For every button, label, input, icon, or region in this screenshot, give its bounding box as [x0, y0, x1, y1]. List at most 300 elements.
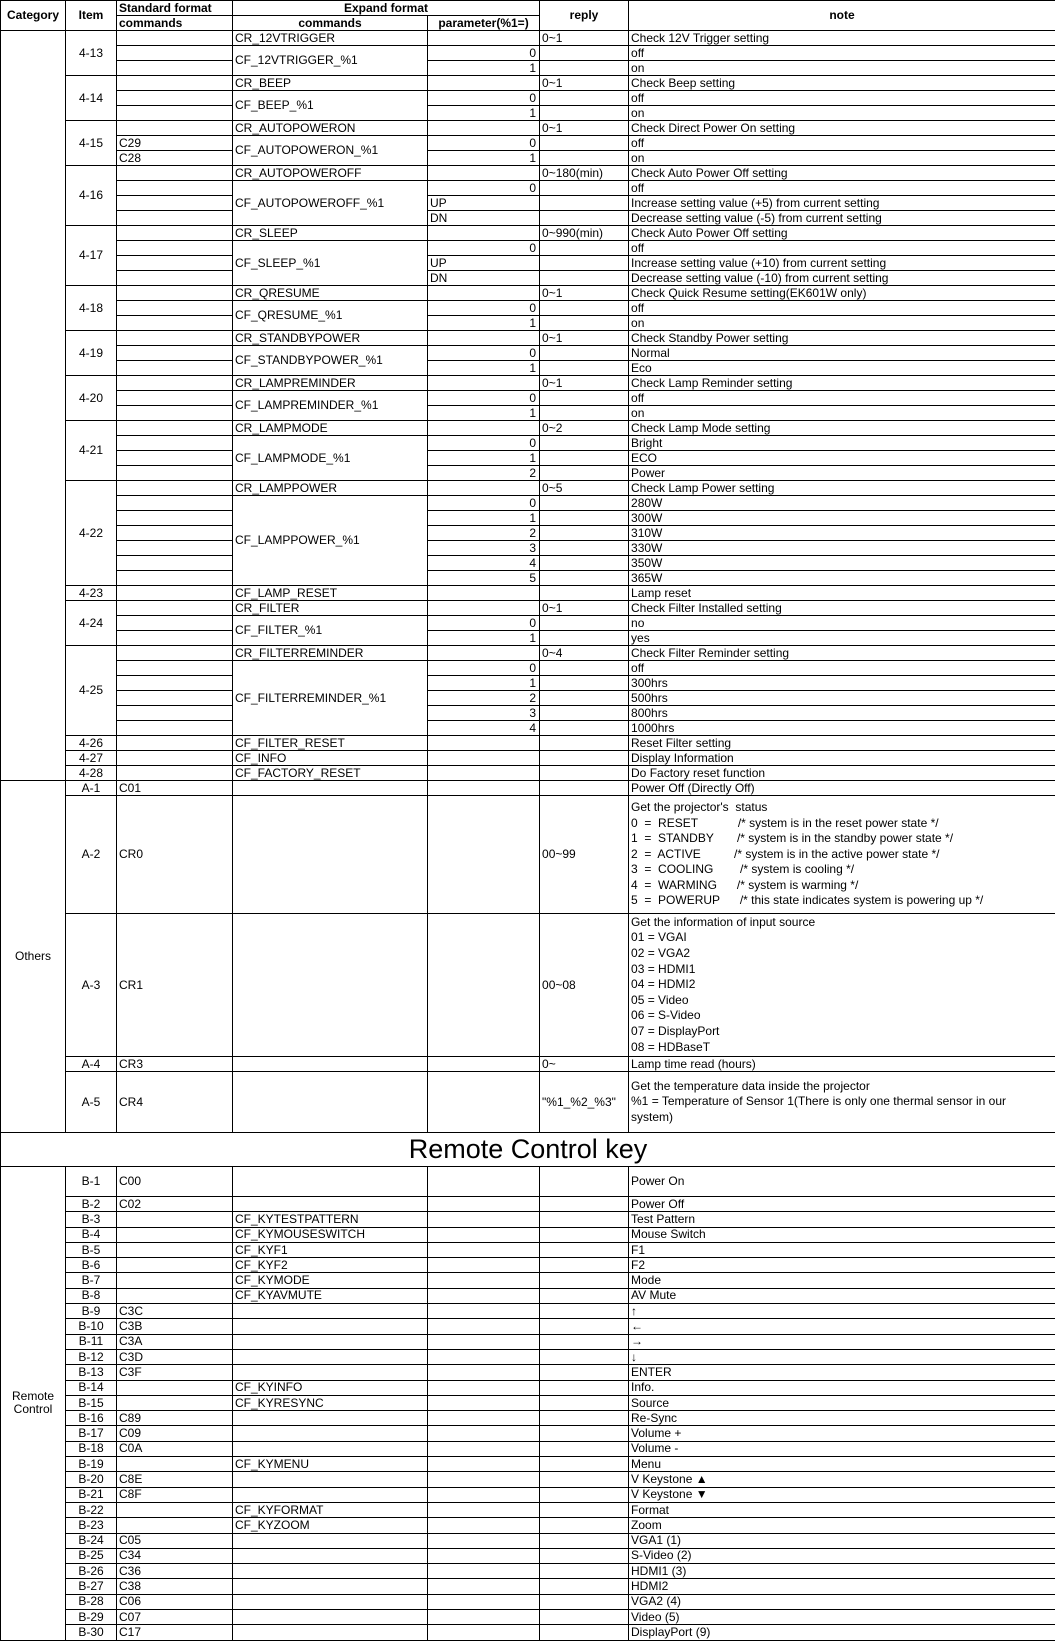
note-line: 07 = DisplayPort: [631, 1023, 720, 1038]
standard-command: C06: [117, 1594, 233, 1609]
note: Check 12V Trigger setting: [629, 31, 1055, 46]
table-row: [1, 256, 1055, 271]
table-row: [1, 1057, 1055, 1072]
item-id: 4-25: [66, 646, 117, 736]
expand-command: [233, 781, 428, 796]
note: Do Factory reset function: [629, 766, 1055, 781]
standard-command: [117, 121, 233, 136]
parameter: [428, 1548, 540, 1563]
standard-command: CR3: [117, 1057, 233, 1072]
expand-command: CR_LAMPREMINDER: [233, 376, 428, 391]
parameter: [428, 1365, 540, 1380]
item-id: B-24: [66, 1533, 117, 1548]
table-row: [1, 1273, 1055, 1288]
note-line: 05 = Video: [631, 992, 689, 1007]
note: Check Quick Resume setting(EK601W only): [629, 286, 1055, 301]
standard-command: [117, 361, 233, 376]
table-row: [1, 1579, 1055, 1594]
note: Decrease setting value (-10) from current setting: [629, 271, 1055, 286]
parameter: [428, 286, 540, 301]
item-id: 4-24: [66, 601, 117, 646]
standard-command: [117, 751, 233, 766]
reply: [540, 1579, 629, 1594]
note: HDMI2: [629, 1579, 1055, 1594]
reply: [540, 1227, 629, 1242]
standard-command: [117, 1502, 233, 1517]
expand-command: [233, 1548, 428, 1563]
standard-command: [117, 376, 233, 391]
note: ECO: [629, 451, 1055, 466]
note: off: [629, 46, 1055, 61]
expand-command: CF_FILTERREMINDER_%1: [233, 661, 428, 736]
item-id: B-3: [66, 1212, 117, 1227]
expand-command: [233, 1197, 428, 1212]
expand-command: CF_KYF2: [233, 1258, 428, 1273]
item-id: B-29: [66, 1610, 117, 1625]
reply: [540, 676, 629, 691]
table-row: [1, 796, 1055, 914]
reply: 0~1: [540, 376, 629, 391]
table-row: [1, 1304, 1055, 1319]
standard-command: [117, 1457, 233, 1472]
table-row: [1, 331, 1055, 346]
header-reply: reply: [540, 1, 629, 31]
reply: [540, 256, 629, 271]
parameter: [428, 31, 540, 46]
expand-command: [233, 1441, 428, 1456]
note: Check Beep setting: [629, 76, 1055, 91]
reply: 0~1: [540, 286, 629, 301]
item-id: B-20: [66, 1472, 117, 1487]
note-line: 3 = COOLING /* system is cooling */: [631, 862, 855, 877]
expand-command: CF_KYTESTPATTERN: [233, 1212, 428, 1227]
parameter: 0: [428, 346, 540, 361]
standard-command: [117, 1212, 233, 1227]
standard-command: [117, 1395, 233, 1410]
item-id: B-7: [66, 1273, 117, 1288]
note: off: [629, 391, 1055, 406]
parameter: 5: [428, 571, 540, 586]
reply: [540, 1502, 629, 1517]
item-id: B-11: [66, 1334, 117, 1349]
parameter: [428, 1072, 540, 1133]
expand-command: CR_LAMPMODE: [233, 421, 428, 436]
expand-command: CF_12VTRIGGER_%1: [233, 46, 428, 76]
item-id: B-28: [66, 1594, 117, 1609]
note: 280W: [629, 496, 1055, 511]
parameter: [428, 421, 540, 436]
reply: [540, 91, 629, 106]
expand-command: CR_QRESUME: [233, 286, 428, 301]
note: Video (5): [629, 1610, 1055, 1625]
parameter: [428, 1487, 540, 1502]
note: HDMI1 (3): [629, 1564, 1055, 1579]
note: [629, 1072, 1055, 1133]
reply: [540, 1441, 629, 1456]
parameter: 2: [428, 691, 540, 706]
parameter: [428, 1273, 540, 1288]
reply: [540, 346, 629, 361]
reply: [540, 1472, 629, 1487]
parameter: 1: [428, 61, 540, 76]
reply: [540, 1533, 629, 1548]
item-id: B-16: [66, 1411, 117, 1426]
table-row: [1, 241, 1055, 256]
reply: [540, 1197, 629, 1212]
parameter: [428, 1518, 540, 1533]
note: off: [629, 181, 1055, 196]
parameter: [428, 1319, 540, 1334]
standard-command: [117, 586, 233, 601]
note: ↓: [629, 1349, 1055, 1364]
table-row: [1, 1518, 1055, 1533]
parameter: [428, 481, 540, 496]
note-line: 06 = S-Video: [631, 1008, 701, 1023]
expand-command: CR_BEEP: [233, 76, 428, 91]
section-title: Remote Control key: [1, 1133, 1055, 1167]
expand-command: CF_KYF1: [233, 1242, 428, 1257]
reply: [540, 391, 629, 406]
standard-command: [117, 166, 233, 181]
parameter: DN: [428, 271, 540, 286]
reply: [540, 211, 629, 226]
reply: [540, 511, 629, 526]
parameter: [428, 1334, 540, 1349]
reply: [540, 46, 629, 61]
table-row: [1, 766, 1055, 781]
standard-command: [117, 61, 233, 76]
note: Power Off: [629, 1197, 1055, 1212]
parameter: 1: [428, 511, 540, 526]
table-row: [1, 556, 1055, 571]
item-id: B-2: [66, 1197, 117, 1212]
note-line: 08 = HDBaseT: [631, 1039, 711, 1054]
table-row: [1, 1288, 1055, 1303]
note: Format: [629, 1502, 1055, 1517]
table-row: [1, 466, 1055, 481]
parameter: [428, 1057, 540, 1072]
note: 300W: [629, 511, 1055, 526]
reply: [540, 1625, 629, 1640]
table-row: [1, 1349, 1055, 1364]
note: F2: [629, 1258, 1055, 1273]
standard-command: [117, 1258, 233, 1273]
expand-command: [233, 796, 428, 914]
parameter: [428, 1564, 540, 1579]
table-row: [1, 691, 1055, 706]
parameter: [428, 914, 540, 1057]
parameter: 2: [428, 466, 540, 481]
reply: [540, 361, 629, 376]
expand-command: CF_STANDBYPOWER_%1: [233, 346, 428, 376]
table-row: [1, 391, 1055, 406]
note: Normal: [629, 346, 1055, 361]
expand-command: [233, 1057, 428, 1072]
note: on: [629, 316, 1055, 331]
note: Check Filter Installed setting: [629, 601, 1055, 616]
standard-command: C00: [117, 1167, 233, 1197]
expand-command: CR_FILTERREMINDER: [233, 646, 428, 661]
table-row: [1, 1167, 1055, 1197]
table-row: [1, 106, 1055, 121]
parameter: 0: [428, 136, 540, 151]
item-id: 4-14: [66, 76, 117, 121]
reply: [540, 751, 629, 766]
note-line: Get the information of input source: [631, 914, 816, 929]
reply: [540, 451, 629, 466]
standard-command: C17: [117, 1625, 233, 1640]
expand-command: CF_QRESUME_%1: [233, 301, 428, 331]
reply: [540, 616, 629, 631]
parameter: 0: [428, 436, 540, 451]
note-line: 01 = VGAI: [631, 930, 687, 945]
item-id: B-9: [66, 1304, 117, 1319]
table-row: [1, 1487, 1055, 1502]
note: Display Information: [629, 751, 1055, 766]
note: 300hrs: [629, 676, 1055, 691]
parameter: 1: [428, 676, 540, 691]
note: off: [629, 91, 1055, 106]
reply: [540, 271, 629, 286]
standard-command: [117, 1227, 233, 1242]
expand-command: CF_LAMPREMINDER_%1: [233, 391, 428, 421]
standard-command: C01: [117, 781, 233, 796]
table-row: [1, 1426, 1055, 1441]
table-row: [1, 661, 1055, 676]
parameter: [428, 1502, 540, 1517]
item-id: B-14: [66, 1380, 117, 1395]
note: Lamp reset: [629, 586, 1055, 601]
expand-command: [233, 1072, 428, 1133]
parameter: [428, 586, 540, 601]
parameter: 0: [428, 181, 540, 196]
expand-command: [233, 1564, 428, 1579]
reply: [540, 1334, 629, 1349]
note-line: 04 = HDMI2: [631, 977, 696, 992]
standard-command: [117, 301, 233, 316]
expand-command: CF_AUTOPOWERON_%1: [233, 136, 428, 166]
standard-command: [117, 106, 233, 121]
reply: 0~180(min): [540, 166, 629, 181]
reply: 0~1: [540, 121, 629, 136]
parameter: [428, 601, 540, 616]
reply: [540, 136, 629, 151]
note: Power: [629, 466, 1055, 481]
expand-command: [233, 1167, 428, 1197]
standard-command: C8E: [117, 1472, 233, 1487]
note: off: [629, 241, 1055, 256]
note: Mouse Switch: [629, 1227, 1055, 1242]
standard-command: [117, 271, 233, 286]
reply: 0~2: [540, 421, 629, 436]
parameter: [428, 1594, 540, 1609]
standard-command: C3B: [117, 1319, 233, 1334]
standard-command: CR1: [117, 914, 233, 1057]
table-row: [1, 1395, 1055, 1410]
standard-command: [117, 256, 233, 271]
item-id: B-22: [66, 1502, 117, 1517]
note: 1000hrs: [629, 721, 1055, 736]
parameter: [428, 1579, 540, 1594]
standard-command: [117, 541, 233, 556]
table-row: [1, 1533, 1055, 1548]
item-id: B-8: [66, 1288, 117, 1303]
parameter: [428, 736, 540, 751]
parameter: 1: [428, 151, 540, 166]
table-row: [1, 914, 1055, 1057]
table-row: [1, 631, 1055, 646]
standard-command: C28: [117, 151, 233, 166]
item-id: B-10: [66, 1319, 117, 1334]
standard-command: C0A: [117, 1441, 233, 1456]
item-id: 4-18: [66, 286, 117, 331]
note: Check Lamp Mode setting: [629, 421, 1055, 436]
table-row: [1, 226, 1055, 241]
table-row: [1, 1380, 1055, 1395]
note-line: 0 = RESET /* system is in the reset power state */: [631, 815, 939, 830]
standard-command: [117, 661, 233, 676]
table-row: [1, 1548, 1055, 1563]
table-row: [1, 1319, 1055, 1334]
parameter: [428, 121, 540, 136]
standard-command: [117, 706, 233, 721]
table-row: [1, 616, 1055, 631]
standard-command: [117, 616, 233, 631]
expand-command: [233, 1472, 428, 1487]
standard-command: [117, 1288, 233, 1303]
parameter: [428, 796, 540, 914]
standard-command: [117, 391, 233, 406]
note: 500hrs: [629, 691, 1055, 706]
table-row: [1, 1472, 1055, 1487]
standard-command: C3C: [117, 1304, 233, 1319]
note: Check Standby Power setting: [629, 331, 1055, 346]
standard-command: [117, 91, 233, 106]
note: Check Lamp Power setting: [629, 481, 1055, 496]
note: Eco: [629, 361, 1055, 376]
expand-command: CR_AUTOPOWERON: [233, 121, 428, 136]
standard-command: CR4: [117, 1072, 233, 1133]
table-row: [1, 526, 1055, 541]
parameter: [428, 1411, 540, 1426]
note: 365W: [629, 571, 1055, 586]
expand-command: CF_KYMOUSESWITCH: [233, 1227, 428, 1242]
note: 350W: [629, 556, 1055, 571]
parameter: [428, 1533, 540, 1548]
note-line: 5 = POWERUP /* this state indicates system is powering up */: [631, 893, 984, 908]
item-id: A-4: [66, 1057, 117, 1072]
parameter: [428, 1227, 540, 1242]
parameter: 3: [428, 541, 540, 556]
table-row: [1, 61, 1055, 76]
parameter: [428, 331, 540, 346]
item-id: 4-19: [66, 331, 117, 376]
standard-command: C89: [117, 1411, 233, 1426]
table-row: [1, 511, 1055, 526]
standard-command: [117, 691, 233, 706]
expand-command: CR_AUTOPOWEROFF: [233, 166, 428, 181]
reply: [540, 466, 629, 481]
parameter: [428, 1380, 540, 1395]
table-row: [1, 481, 1055, 496]
note: [629, 796, 1055, 914]
note-line: system): [631, 1109, 674, 1124]
standard-command: C36: [117, 1564, 233, 1579]
standard-command: [117, 466, 233, 481]
parameter: 0: [428, 391, 540, 406]
reply: 0~4: [540, 646, 629, 661]
note: on: [629, 151, 1055, 166]
standard-command: [117, 631, 233, 646]
note-line: Lamp time read (hours): [631, 1056, 756, 1071]
item-id: B-23: [66, 1518, 117, 1533]
note: Decrease setting value (-5) from current setting: [629, 211, 1055, 226]
standard-command: C34: [117, 1548, 233, 1563]
parameter: [428, 646, 540, 661]
note: F1: [629, 1242, 1055, 1257]
item-id: B-15: [66, 1395, 117, 1410]
table-row: [1, 1411, 1055, 1426]
table-body: [1, 31, 1055, 1641]
expand-command: CF_KYMENU: [233, 1457, 428, 1472]
parameter: 1: [428, 406, 540, 421]
parameter: UP: [428, 196, 540, 211]
expand-command: CF_FACTORY_RESET: [233, 766, 428, 781]
table-row: [1, 421, 1055, 436]
parameter: [428, 1167, 540, 1197]
expand-command: CR_FILTER: [233, 601, 428, 616]
standard-command: [117, 511, 233, 526]
table-row: [1, 151, 1055, 166]
standard-command: [117, 721, 233, 736]
note: S-Video (2): [629, 1548, 1055, 1563]
parameter: [428, 781, 540, 796]
note: Mode: [629, 1273, 1055, 1288]
table-row: [1, 1457, 1055, 1472]
standard-command: C05: [117, 1533, 233, 1548]
item-id: B-1: [66, 1167, 117, 1197]
expand-command: CF_LAMP_RESET: [233, 586, 428, 601]
table-row: [1, 211, 1055, 226]
table-row: [1, 166, 1055, 181]
table-row: [1, 1502, 1055, 1517]
expand-command: [233, 1594, 428, 1609]
table-row: [1, 1610, 1055, 1625]
table-row: [1, 1594, 1055, 1609]
note: VGA1 (1): [629, 1533, 1055, 1548]
expand-command: [233, 1426, 428, 1441]
expand-command: CF_BEEP_%1: [233, 91, 428, 121]
standard-command: [117, 1273, 233, 1288]
expand-command: [233, 1365, 428, 1380]
table-row: [1, 646, 1055, 661]
note: ENTER: [629, 1365, 1055, 1380]
table-row: [1, 361, 1055, 376]
table-row: [1, 676, 1055, 691]
item-id: 4-28: [66, 766, 117, 781]
table-row: [1, 286, 1055, 301]
expand-command: CF_INFO: [233, 751, 428, 766]
parameter: 0: [428, 301, 540, 316]
note: Reset Filter setting: [629, 736, 1055, 751]
standard-command: [117, 286, 233, 301]
parameter: [428, 376, 540, 391]
expand-command: CR_SLEEP: [233, 226, 428, 241]
standard-command: C3D: [117, 1349, 233, 1364]
note: no: [629, 616, 1055, 631]
expand-command: CR_12VTRIGGER: [233, 31, 428, 46]
item-id: A-2: [66, 796, 117, 914]
